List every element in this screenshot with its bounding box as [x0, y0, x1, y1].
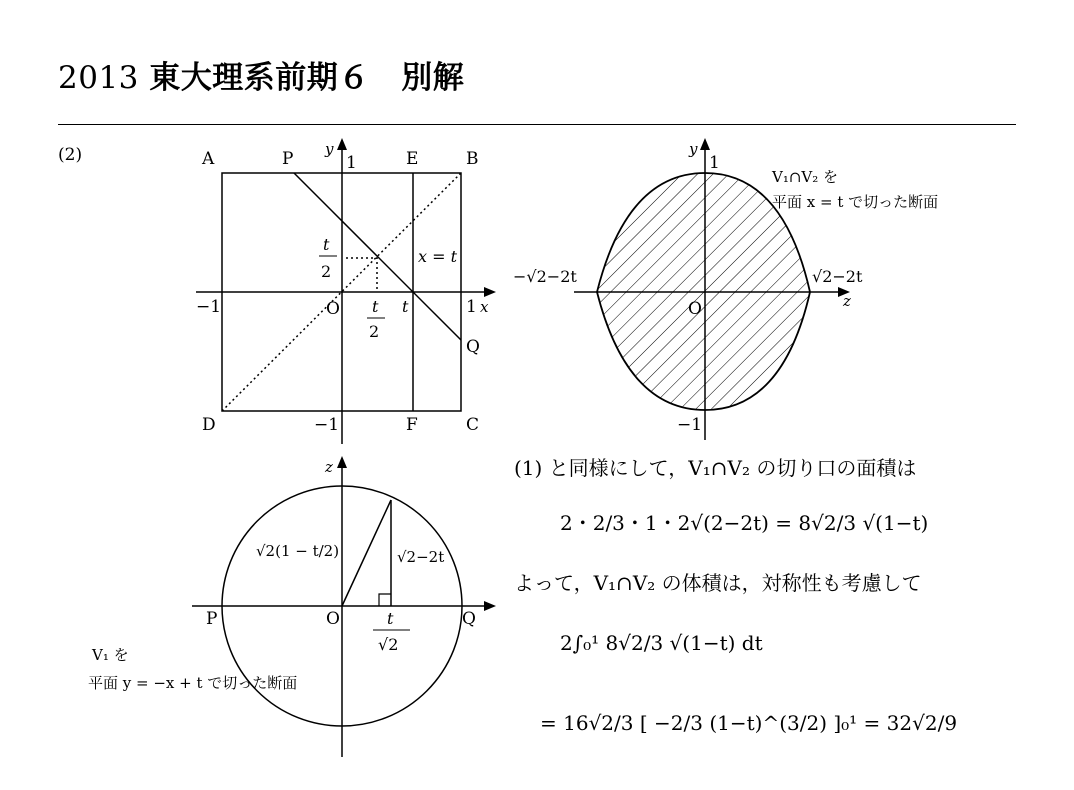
- point-q-label: Q: [466, 337, 480, 357]
- x-left-label: −1: [196, 297, 222, 317]
- leg-label: √2−2t: [397, 548, 445, 566]
- line-x-eq-t-label: x = t: [418, 247, 458, 266]
- y-axis-label: y: [689, 140, 698, 158]
- part-label: (2): [58, 145, 83, 165]
- z-axis-label: z: [843, 292, 851, 310]
- point-p-label: P: [282, 149, 294, 169]
- y-top-label: 1: [709, 153, 720, 173]
- corner-a-label: A: [202, 149, 215, 169]
- hypotenuse-label: √2(1 − t/2): [256, 542, 340, 560]
- solution-eq2: 2∫₀¹ 8√2/3 √(1−t) dt: [560, 631, 763, 655]
- solution-eq1: 2・2/3・1・2√(2−2t) = 8√2/3 √(1−t): [560, 511, 929, 535]
- point-e-label: E: [406, 149, 419, 169]
- origin-label: O: [688, 299, 702, 319]
- solution-eq3: = 16√2/3 [ −2/3 (1−t)^(3/2) ]₀¹ = 32√2/9: [540, 711, 958, 735]
- half-t-den-left: 2: [321, 262, 332, 281]
- x-axis-label: x: [480, 298, 489, 316]
- point-p-label: P: [206, 609, 218, 629]
- y-axis-label: y: [325, 140, 334, 158]
- title-text: 東大理系前期６ 別解: [149, 60, 465, 96]
- circle-caption-line1: V₁ を: [92, 646, 129, 664]
- section-caption-line1: V₁∩V₂ を: [772, 168, 839, 186]
- half-t-num-bottom: t: [372, 297, 379, 316]
- half-t-den-bottom: 2: [369, 322, 380, 341]
- corner-c-label: C: [466, 415, 480, 435]
- point-q-label: Q: [462, 609, 476, 629]
- corner-d-label: D: [202, 415, 216, 435]
- base-den-label: √2: [378, 635, 399, 654]
- z-left-label: −√2−2t: [513, 267, 577, 286]
- y-bottom-label: −1: [677, 415, 703, 435]
- circle-caption-line2: 平面 y = −x + t で切った断面: [88, 674, 298, 692]
- point-f-label: F: [406, 415, 418, 435]
- section-caption-line2: 平面 x = t で切った断面: [772, 193, 939, 211]
- origin-label: O: [326, 299, 340, 319]
- solution-line2: よって，V₁∩V₂ の体積は，対称性も考慮して: [514, 571, 922, 595]
- base-num-label: t: [387, 609, 394, 628]
- x-right-label: 1: [466, 297, 477, 317]
- solution-line1: (1) と同様にして，V₁∩V₂ の切り口の面積は: [514, 456, 917, 480]
- z-axis-label: z: [325, 458, 333, 476]
- t-on-x-axis-label: t: [402, 297, 409, 316]
- y-top-label: 1: [346, 153, 357, 173]
- z-right-label: √2−2t: [812, 267, 863, 286]
- corner-b-label: B: [466, 149, 479, 169]
- half-t-num-left: t: [323, 235, 330, 254]
- origin-label: O: [326, 609, 340, 629]
- y-bottom-label: −1: [314, 415, 340, 435]
- title-year: 2013: [58, 60, 139, 96]
